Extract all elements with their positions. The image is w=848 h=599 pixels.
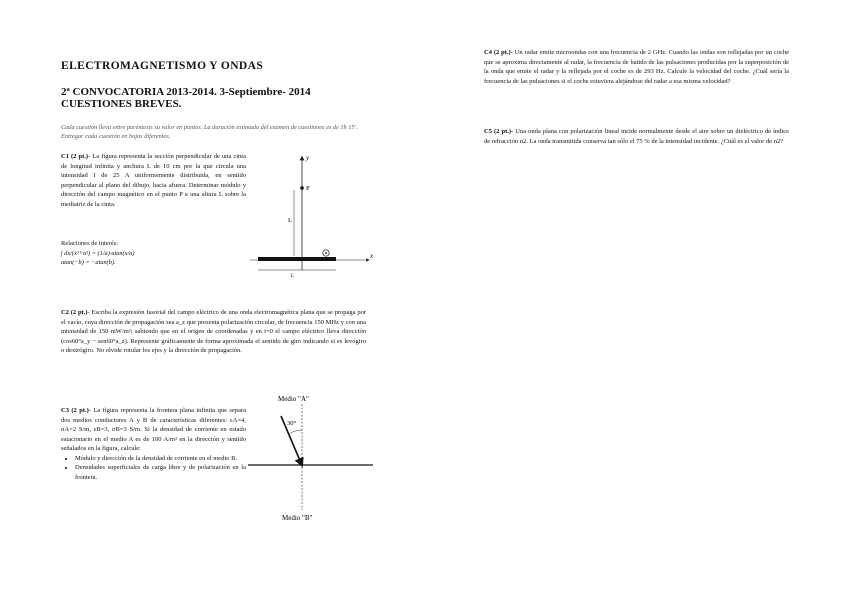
instructions: Cada cuestión lleva entre paréntesis su valor en puntos. La duración estimada del examen de cuestiones es de 1h 15'. Entregar cada cuestión en hojas diferentes.: [61, 124, 358, 140]
c1-width-label: L: [291, 274, 295, 279]
c3-medio-a-label: Medio "A": [278, 395, 309, 403]
convocatoria-title: [61, 86, 361, 110]
question-c4: [484, 48, 789, 86]
question-c3: [61, 406, 246, 482]
c5-text: - Una onda plana con polarización lineal incide normalmente desde el aire sobre un dieléctrico de índice de refracción n2. La onda transmitida conserva tan sólo el 75 % de la intensidad incidente. ¿Cuál es el valor de n2?: [484, 128, 789, 145]
question-c2: [61, 308, 366, 356]
c1-label: C1 (2 pt.): [61, 153, 89, 160]
convocatoria-line: 2ª CONVOCATORIA 2013-2014. 3-Septiembre- 2014: [61, 86, 311, 98]
c3-bullet-1: • Módulo y dirección de la densidad de corriente en el medio B.: [75, 454, 246, 464]
c1-current-dot: [325, 252, 327, 254]
c4-text: - Un radar emite microondas con una frecuencia de 2 GHz. Cuando las ondas son reflejadas por un coche que se aproxima directamente al radar, la frecuencia de batido de las pulsaciones producidas por la superposición de la onda que emite el radar y la reflejada por el coche es de 293 Hz. Calcule la velocidad del coche. ¿Cuál sería la frecuencia de las pulsaciones si el coche estuviera alejándose del radar a esa misma velocidad?: [484, 49, 789, 85]
c3-angle-arc: [289, 430, 302, 434]
c1-figure: [250, 150, 380, 280]
c1-text: - La figura representa la sección perpendicular de una cinta de longitud infinita y anchura L de 10 cm por la que circula una intensidad I de 25 A uniformemente distribuida, en sentido perpendicular al plano del dibujo, hacia afuera. Determinar módulo y dirección del campo magnético en el punto P a una altura L sobre la mediatriz de la cinta.: [61, 153, 247, 208]
c1-p-label: P: [306, 185, 310, 192]
c3-text: - La figura representa la frontera plana infinita que separa dos medios conductores A y B de características diferentes: εA=4, σA=2 S/m, εB=3, σB=3 S/m. Si la densidad de corriente en estado estacionario en el medio A es de 100 A/m² en la dirección y sentido señalados en la figura, calcule:: [61, 407, 246, 452]
c1-relations: [61, 239, 246, 268]
course-title: ELECTROMAGNETISMO Y ONDAS: [61, 60, 264, 72]
c5-label: C5 (2 pt.): [484, 128, 512, 135]
c4-label: C4 (2 pt.): [484, 49, 511, 56]
c1-relations-title: Relaciones de interés:: [61, 240, 119, 247]
question-c1: [61, 152, 246, 209]
question-c5: [484, 127, 789, 146]
c1-height-label: L: [288, 217, 292, 224]
c1-point-p: [300, 186, 304, 190]
c3-bullet-2: • Densidades superficiales de carga libre y de polarización en la frontera.: [75, 463, 246, 482]
c1-ribbon: [258, 257, 336, 261]
c2-label: C2 (2 pt.): [61, 309, 88, 316]
c1-y-label: y: [306, 154, 310, 162]
c3-angle-label: 30°: [287, 420, 297, 427]
c2-text: - Escriba la expresión fasorial del campo eléctrico de una onda electromagnética plana que se propaga por el vacío, cuya dirección de propagación sea a_z que presenta polarización circular, de frecuencia 150 MHz y con una intensidad de 150 mW/m²; sabiendo que en el origen de coordenadas y en t=0 el campo eléctrico lleva dirección (cos60°a_y − sen60°a_z). Represente gráficamente de forma aproximada el sentido de giro indicando si es levógiro o dextrógiro. No olvide rotular los ejes y la dirección de propagación.: [61, 309, 367, 354]
section-title: CUESTIONES BREVES.: [61, 98, 182, 110]
c3-bullets: [61, 454, 246, 483]
c1-formula-2: atan(−b) = −atan(b).: [61, 259, 116, 266]
c1-formula-1: ∫ dx/(x²+a²) = (1/a)·atan(x/a): [61, 249, 135, 257]
c1-x-label: x: [370, 252, 374, 260]
c3-medio-b-label: Medio "B": [282, 514, 313, 522]
c3-figure: [245, 392, 375, 522]
c3-label: C3 (2 pt.): [61, 407, 89, 414]
